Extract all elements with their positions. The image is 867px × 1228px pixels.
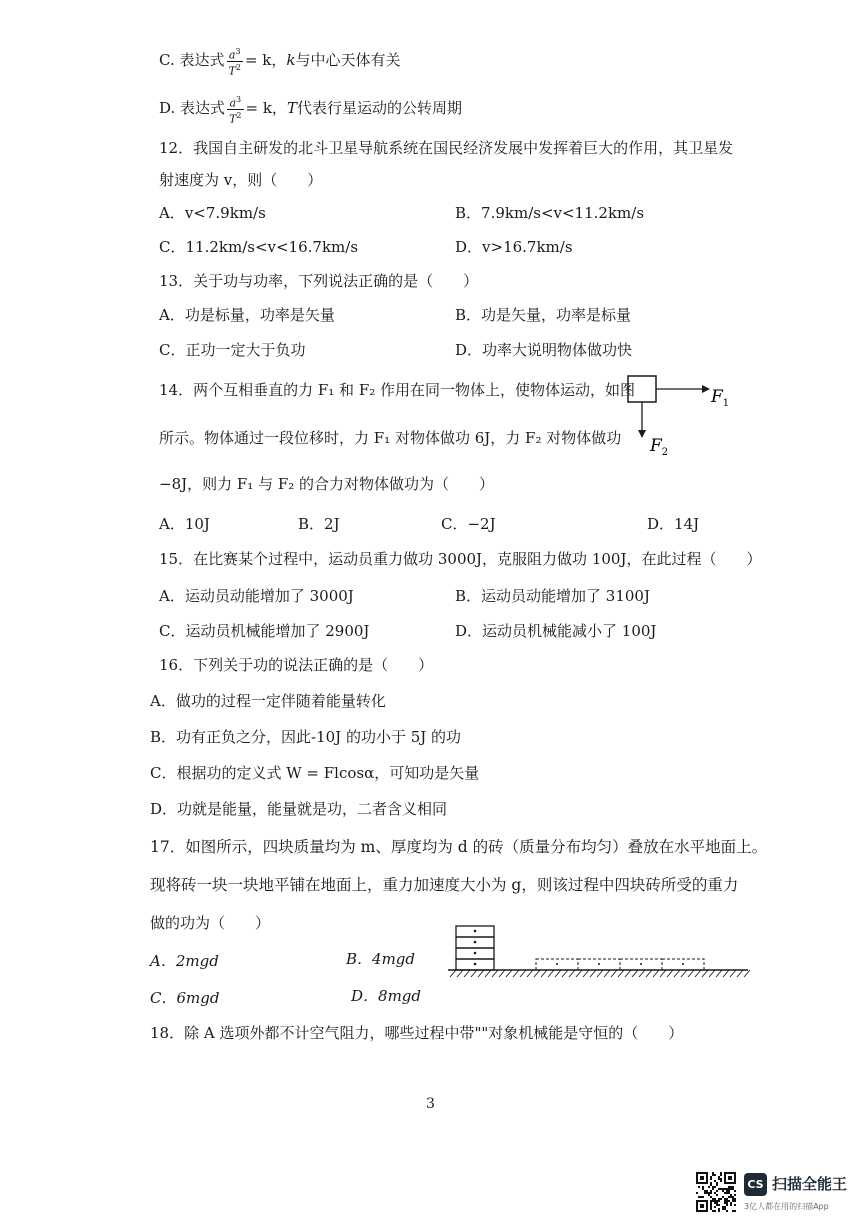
q16-option-a: A．做功的过程一定伴随着能量转化 [150, 692, 386, 710]
q12-option-b: B．7.9km/s<v<11.2km/s [455, 204, 645, 222]
q14-stem-line3: −8J，则力 F₁ 与 F₂ 的合力对物体做功为（ ） [159, 475, 495, 493]
q13-option-a: A．功是标量，功率是矢量 [159, 306, 335, 324]
scanner-tagline: 3亿人都在用的扫描App [744, 1202, 829, 1211]
scanner-brand: 扫描全能王 [772, 1175, 848, 1193]
block [628, 376, 656, 402]
q11-option-d: D. 表达式 $\frac{a^3}{T^2}$ = k，T代表行星运动的公转周期 [159, 95, 462, 126]
q14-stem-line1: 14．两个互相垂直的力 F₁ 和 F₂ 作用在同一物体上，使物体运动，如图 [159, 381, 636, 399]
f2-arrowhead [638, 430, 646, 438]
q15-option-d: D．运动员机械能减小了 100J [455, 622, 657, 640]
q12-stem-line2: 射速度为 v，则（ ） [159, 171, 323, 189]
f1-arrowhead [702, 385, 710, 393]
q13-option-b: B．功是矢量，功率是标量 [455, 306, 632, 324]
q17-option-c: C．6mgd [150, 989, 220, 1007]
q14-option-a: A．10J [159, 515, 210, 533]
q14-option-d: D．14J [647, 515, 700, 533]
q12-option-c: C．11.2km/s<v<16.7km/s [159, 238, 359, 256]
q17-stem-line1: 17．如图所示，四块质量均为 m、厚度均为 d 的砖（质量分布均匀）叠放在水平地面上。 [150, 838, 768, 856]
q13-option-c: C．正功一定大于负功 [159, 341, 306, 359]
q18-stem: 18．除 A 选项外都不计空气阻力，哪些过程中带""对象机械能是守恒的（ ） [150, 1024, 684, 1042]
q15-option-c: C．运动员机械能增加了 2900J [159, 622, 370, 640]
q13-option-d: D．功率大说明物体做功快 [455, 341, 633, 359]
page-number: 3 [426, 1096, 435, 1112]
q17-option-a: A．2mgd [150, 952, 219, 970]
q16-option-c: C．根据功的定义式 W = Flcosα，可知功是矢量 [150, 764, 480, 782]
q17-stem-line2: 现将砖一块一块地平铺在地面上，重力加速度大小为 g，则该过程中四块砖所受的重力 [150, 876, 739, 894]
q14-stem-line2: 所示。物体通过一段位移时，力 F₁ 对物体做功 6J，力 F₂ 对物体做功 [159, 429, 622, 447]
q12-option-d: D．v>16.7km/s [455, 238, 573, 256]
scanner-logo-icon: CS [744, 1173, 767, 1196]
q12-option-a: A．v<7.9km/s [159, 204, 266, 222]
qr-code-icon [696, 1172, 736, 1212]
q14-force-diagram [620, 372, 740, 460]
f1-label: $F_1$ [711, 387, 730, 409]
q11-option-c: C. 表达式 $\frac{a^3}{T^2}$ = k，k与中心天体有关 [159, 47, 401, 78]
q15-stem: 15．在比赛某个过程中，运动员重力做功 3000J，克服阻力做功 100J，在此过程（ ） [159, 550, 762, 568]
f2-label: $F_2$ [650, 436, 669, 458]
q12-stem-line1: 12．我国自主研发的北斗卫星导航系统在国民经济发展中发挥着巨大的作用，其卫星发 [159, 139, 734, 157]
q13-stem: 13．关于功与功率，下列说法正确的是（ ） [159, 272, 479, 290]
q16-option-b: B．功有正负之分，因此-10J 的功小于 5J 的功 [150, 728, 462, 746]
q16-stem: 16．下列关于功的说法正确的是（ ） [159, 656, 434, 674]
q14-option-c: C．−2J [441, 515, 496, 533]
q17-option-b: B．4mgd [346, 950, 415, 968]
q17-stem-line3: 做的功为（ ） [150, 914, 271, 932]
q16-option-d: D．功就是能量，能量就是功，二者含义相同 [150, 800, 448, 818]
q17-option-d: D．8mgd [351, 987, 421, 1005]
q14-option-b: B．2J [298, 515, 340, 533]
q15-option-a: A．运动员动能增加了 3000J [159, 587, 354, 605]
q17-brick-diagram [446, 922, 752, 980]
q15-option-b: B．运动员动能增加了 3100J [455, 587, 650, 605]
ground-hatch [450, 970, 750, 977]
